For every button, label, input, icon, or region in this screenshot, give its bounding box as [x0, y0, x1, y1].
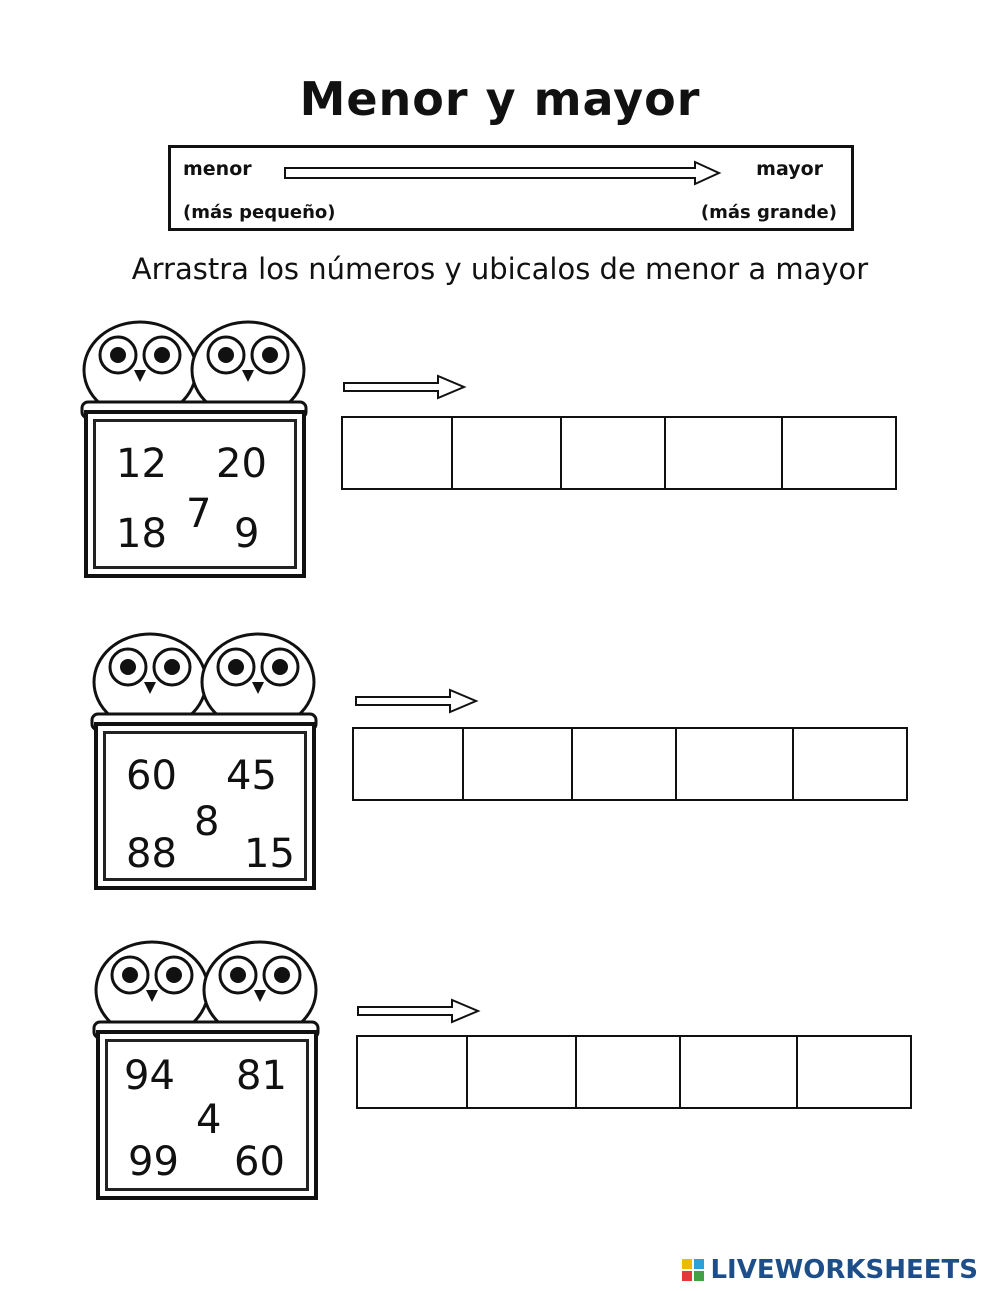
drop-slot[interactable]: [343, 418, 453, 488]
owls-icon: [88, 612, 320, 732]
liveworksheets-logo-icon: [682, 1259, 704, 1281]
drop-slot[interactable]: [577, 1037, 680, 1107]
drop-slot[interactable]: [562, 418, 665, 488]
draggable-number[interactable]: 81: [236, 1053, 287, 1099]
number-frame: [94, 722, 316, 890]
legend-right-label: mayor: [756, 158, 823, 180]
order-arrow-icon: [342, 374, 468, 400]
draggable-number[interactable]: 60: [126, 753, 177, 799]
number-frame: [96, 1030, 318, 1200]
answer-row-2: [352, 727, 908, 801]
draggable-number[interactable]: 60: [234, 1139, 285, 1185]
drop-slot[interactable]: [681, 1037, 798, 1107]
legend-arrow-icon: [283, 160, 723, 186]
legend-left-label: menor: [183, 158, 252, 180]
answer-row-3: [356, 1035, 912, 1109]
answer-row-1: [341, 416, 897, 490]
legend-right-sub: (más grande): [700, 202, 837, 223]
legend-left-sub: (más pequeño): [183, 202, 336, 223]
order-arrow-icon: [354, 688, 480, 714]
drop-slot[interactable]: [464, 729, 573, 799]
drop-slot[interactable]: [453, 418, 562, 488]
draggable-number[interactable]: 99: [128, 1139, 179, 1185]
drop-slot[interactable]: [354, 729, 464, 799]
brand-watermark: [682, 1255, 978, 1285]
drop-slot[interactable]: [794, 729, 906, 799]
draggable-number[interactable]: 9: [234, 511, 260, 557]
instruction-text: Arrastra los números y ubicalos de menor a mayor: [131, 252, 869, 286]
draggable-number[interactable]: 20: [216, 441, 267, 487]
brand-name: LIVEWORKSHEETS: [710, 1255, 978, 1285]
draggable-number[interactable]: 8: [194, 799, 220, 845]
drop-slot[interactable]: [783, 418, 895, 488]
draggable-number[interactable]: 7: [186, 491, 212, 537]
drop-slot[interactable]: [798, 1037, 910, 1107]
owls-icon: [90, 920, 322, 1040]
draggable-number[interactable]: 88: [126, 831, 177, 877]
legend-box: [168, 145, 854, 231]
draggable-number[interactable]: 18: [116, 511, 167, 557]
drop-slot[interactable]: [677, 729, 794, 799]
page-title: Menor y mayor: [299, 72, 701, 126]
drop-slot[interactable]: [468, 1037, 577, 1107]
draggable-number[interactable]: 15: [244, 831, 295, 877]
drop-slot[interactable]: [666, 418, 783, 488]
owls-icon: [78, 300, 310, 420]
draggable-number[interactable]: 94: [124, 1053, 175, 1099]
drop-slot[interactable]: [358, 1037, 468, 1107]
number-frame: [84, 410, 306, 578]
draggable-number[interactable]: 45: [226, 753, 277, 799]
draggable-number[interactable]: 12: [116, 441, 167, 487]
drop-slot[interactable]: [573, 729, 676, 799]
draggable-number[interactable]: 4: [196, 1097, 222, 1143]
order-arrow-icon: [356, 998, 482, 1024]
